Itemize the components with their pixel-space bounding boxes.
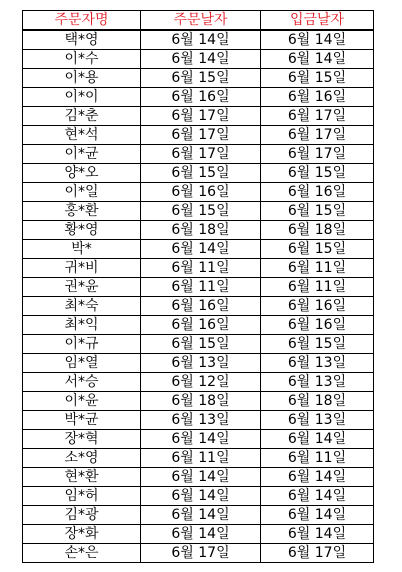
table-row — [23, 373, 374, 392]
cell-payment-date[interactable]: 6월 14일 — [261, 50, 374, 69]
header-orderer-name[interactable]: 주문자명 — [23, 11, 141, 31]
header-row — [23, 11, 374, 31]
table-row — [23, 354, 374, 373]
cell-order-date[interactable]: 6월 13일 — [141, 354, 261, 373]
cell-orderer-name[interactable]: 김*춘 — [23, 107, 141, 126]
cell-orderer-name[interactable]: 장*화 — [23, 525, 141, 544]
cell-order-date[interactable]: 6월 14일 — [141, 525, 261, 544]
cell-payment-date[interactable]: 6월 14일 — [261, 487, 374, 506]
table-row — [23, 449, 374, 468]
cell-payment-date[interactable]: 6월 17일 — [261, 145, 374, 164]
cell-order-date[interactable]: 6월 15일 — [141, 202, 261, 221]
cell-payment-date[interactable]: 6월 18일 — [261, 392, 374, 411]
table-row — [23, 297, 374, 316]
table-row — [23, 335, 374, 354]
cell-orderer-name[interactable]: 최*숙 — [23, 297, 141, 316]
table-row — [23, 392, 374, 411]
cell-order-date[interactable]: 6월 14일 — [141, 487, 261, 506]
table-row — [23, 525, 374, 544]
table-row — [23, 164, 374, 183]
cell-order-date[interactable]: 6월 13일 — [141, 411, 261, 430]
table-row — [23, 183, 374, 202]
table-row — [23, 411, 374, 430]
table-row — [23, 69, 374, 88]
cell-orderer-name[interactable]: 박* — [23, 240, 141, 259]
cell-orderer-name[interactable]: 임*열 — [23, 354, 141, 373]
cell-orderer-name[interactable]: 이*일 — [23, 183, 141, 202]
cell-payment-date[interactable]: 6월 14일 — [261, 30, 374, 50]
cell-payment-date[interactable]: 6월 15일 — [261, 240, 374, 259]
cell-order-date[interactable]: 6월 11일 — [141, 449, 261, 468]
table-row — [23, 487, 374, 506]
cell-payment-date[interactable]: 6월 14일 — [261, 525, 374, 544]
table-row — [23, 221, 374, 240]
table-row — [23, 88, 374, 107]
table-row — [23, 50, 374, 69]
cell-payment-date[interactable]: 6월 16일 — [261, 316, 374, 335]
cell-order-date[interactable]: 6월 18일 — [141, 221, 261, 240]
cell-orderer-name[interactable]: 서*승 — [23, 373, 141, 392]
cell-order-date[interactable]: 6월 14일 — [141, 30, 261, 50]
table-row — [23, 468, 374, 487]
cell-payment-date[interactable]: 6월 16일 — [261, 88, 374, 107]
cell-order-date[interactable]: 6월 17일 — [141, 126, 261, 145]
cell-orderer-name[interactable]: 임*허 — [23, 487, 141, 506]
cell-orderer-name[interactable]: 이*규 — [23, 335, 141, 354]
cell-payment-date[interactable]: 6월 15일 — [261, 164, 374, 183]
cell-orderer-name[interactable]: 택*영 — [23, 30, 141, 50]
cell-orderer-name[interactable]: 김*광 — [23, 506, 141, 525]
cell-orderer-name[interactable]: 박*균 — [23, 411, 141, 430]
cell-payment-date[interactable]: 6월 13일 — [261, 411, 374, 430]
cell-payment-date[interactable]: 6월 14일 — [261, 430, 374, 449]
table-row — [23, 202, 374, 221]
cell-order-date[interactable]: 6월 15일 — [141, 69, 261, 88]
cell-orderer-name[interactable]: 이*균 — [23, 145, 141, 164]
table-row — [23, 145, 374, 164]
cell-orderer-name[interactable]: 현*환 — [23, 468, 141, 487]
cell-orderer-name[interactable]: 이*이 — [23, 88, 141, 107]
cell-order-date[interactable]: 6월 14일 — [141, 506, 261, 525]
cell-orderer-name[interactable]: 최*익 — [23, 316, 141, 335]
cell-orderer-name[interactable]: 손*은 — [23, 544, 141, 563]
cell-order-date[interactable]: 6월 11일 — [141, 278, 261, 297]
cell-payment-date[interactable]: 6월 11일 — [261, 449, 374, 468]
cell-orderer-name[interactable]: 귀*비 — [23, 259, 141, 278]
cell-order-date[interactable]: 6월 17일 — [141, 107, 261, 126]
cell-payment-date[interactable]: 6월 15일 — [261, 335, 374, 354]
cell-order-date[interactable]: 6월 11일 — [141, 259, 261, 278]
cell-order-date[interactable]: 6월 16일 — [141, 297, 261, 316]
cell-orderer-name[interactable]: 권*윤 — [23, 278, 141, 297]
cell-orderer-name[interactable]: 홍*환 — [23, 202, 141, 221]
cell-orderer-name[interactable]: 현*석 — [23, 126, 141, 145]
cell-payment-date[interactable]: 6월 11일 — [261, 278, 374, 297]
cell-payment-date[interactable]: 6월 17일 — [261, 126, 374, 145]
table-row — [23, 240, 374, 259]
cell-order-date[interactable]: 6월 15일 — [141, 335, 261, 354]
cell-order-date[interactable]: 6월 14일 — [141, 430, 261, 449]
cell-payment-date[interactable]: 6월 15일 — [261, 69, 374, 88]
cell-order-date[interactable]: 6월 16일 — [141, 88, 261, 107]
cell-order-date[interactable]: 6월 14일 — [141, 50, 261, 69]
cell-orderer-name[interactable]: 이*윤 — [23, 392, 141, 411]
cell-payment-date[interactable]: 6월 14일 — [261, 468, 374, 487]
cell-orderer-name[interactable]: 양*오 — [23, 164, 141, 183]
table-row — [23, 259, 374, 278]
table-row — [23, 430, 374, 449]
cell-order-date[interactable]: 6월 14일 — [141, 240, 261, 259]
table-body — [23, 30, 374, 563]
cell-payment-date[interactable]: 6월 16일 — [261, 297, 374, 316]
header-payment-date[interactable]: 입금날자 — [261, 11, 374, 31]
table-row — [23, 278, 374, 297]
table-row — [23, 316, 374, 335]
cell-payment-date[interactable]: 6월 17일 — [261, 107, 374, 126]
cell-payment-date[interactable]: 6월 15일 — [261, 202, 374, 221]
table-row — [23, 126, 374, 145]
cell-orderer-name[interactable]: 이*용 — [23, 69, 141, 88]
cell-payment-date[interactable]: 6월 14일 — [261, 506, 374, 525]
cell-order-date[interactable]: 6월 15일 — [141, 164, 261, 183]
cell-order-date[interactable]: 6월 14일 — [141, 468, 261, 487]
order-payment-table — [22, 10, 374, 563]
cell-order-date[interactable]: 6월 17일 — [141, 544, 261, 563]
header-order-date[interactable]: 주문날자 — [141, 11, 261, 31]
table-row — [23, 544, 374, 563]
table-row — [23, 30, 374, 50]
table-row — [23, 107, 374, 126]
cell-order-date[interactable]: 6월 18일 — [141, 392, 261, 411]
cell-orderer-name[interactable]: 소*영 — [23, 449, 141, 468]
cell-order-date[interactable]: 6월 12일 — [141, 373, 261, 392]
cell-order-date[interactable]: 6월 17일 — [141, 145, 261, 164]
cell-payment-date[interactable]: 6월 18일 — [261, 221, 374, 240]
table-row — [23, 506, 374, 525]
cell-payment-date[interactable]: 6월 13일 — [261, 354, 374, 373]
cell-payment-date[interactable]: 6월 17일 — [261, 544, 374, 563]
cell-payment-date[interactable]: 6월 13일 — [261, 373, 374, 392]
cell-orderer-name[interactable]: 황*영 — [23, 221, 141, 240]
cell-orderer-name[interactable]: 장*혁 — [23, 430, 141, 449]
cell-order-date[interactable]: 6월 16일 — [141, 183, 261, 202]
cell-order-date[interactable]: 6월 16일 — [141, 316, 261, 335]
cell-payment-date[interactable]: 6월 16일 — [261, 183, 374, 202]
cell-payment-date[interactable]: 6월 11일 — [261, 259, 374, 278]
cell-orderer-name[interactable]: 이*수 — [23, 50, 141, 69]
